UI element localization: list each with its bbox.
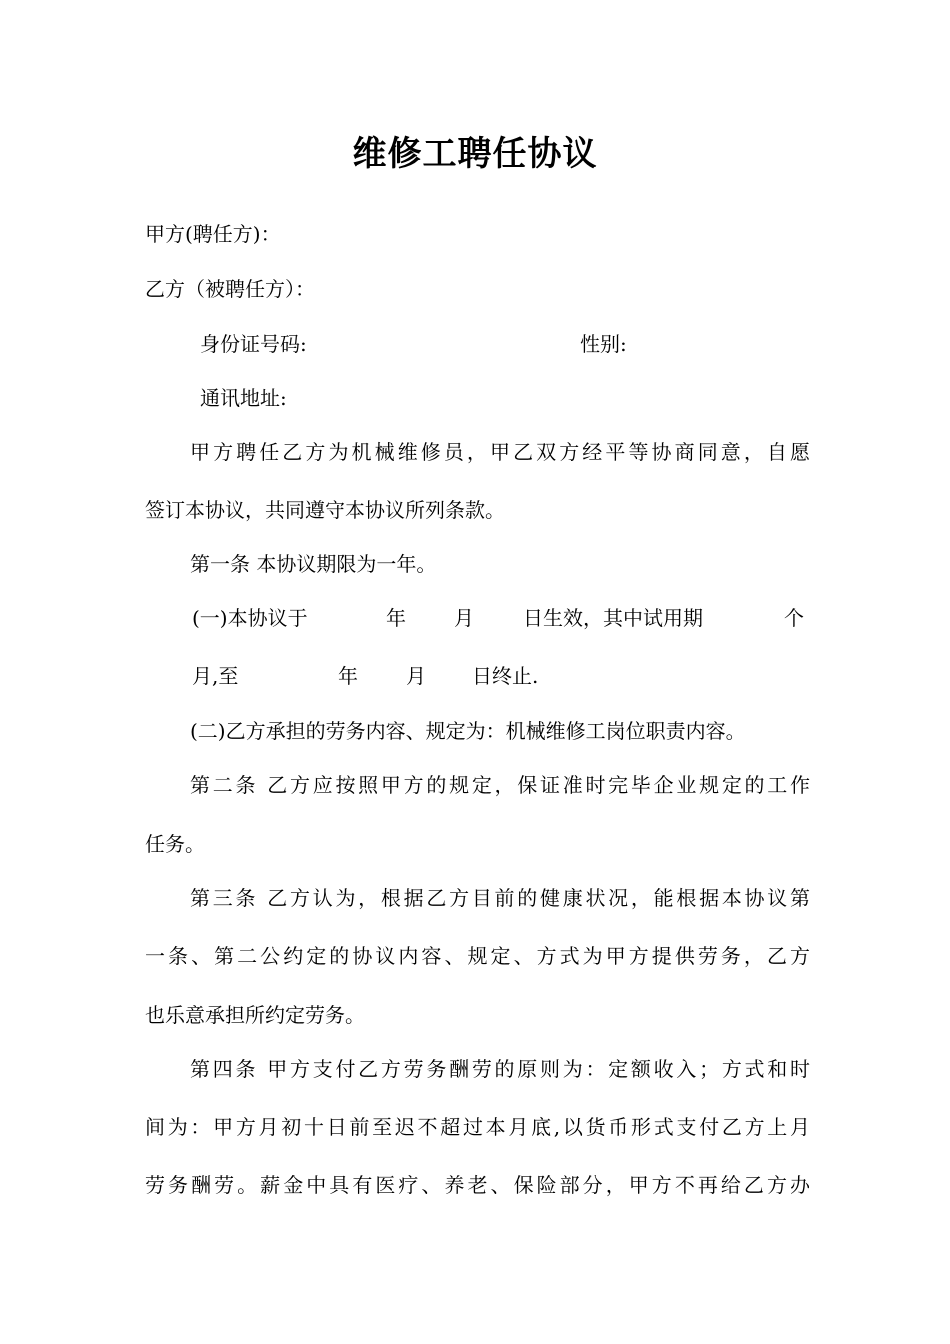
- party-b-label: 乙方（被聘任方）：: [145, 277, 315, 301]
- article4-line-3: 劳务酬劳。薪金中具有医疗、养老、保险部分，甲方不再给乙方办: [145, 1173, 810, 1197]
- article1-item1-start: (一)本协议于: [192, 606, 308, 630]
- article1-item1-unit: 个: [784, 606, 804, 630]
- address-label: 通讯地址:: [200, 386, 287, 410]
- intro-line-1: 甲方聘任乙方为机械维修员，甲乙双方经平等协商同意，自愿: [190, 440, 810, 464]
- article1-item1-year: 年: [386, 606, 406, 630]
- article4-line-1: 第四条 甲方支付乙方劳务酬劳的原则为：定额收入；方式和时: [190, 1057, 810, 1081]
- article1-item1-cont-month: 月: [406, 664, 426, 688]
- article1-item1-cont-end: 日终止.: [472, 664, 539, 688]
- article1-heading: 第一条 本协议期限为一年。: [190, 552, 437, 576]
- article1-item1-month: 月: [454, 606, 474, 630]
- intro-line-2: 签订本协议，共同遵守本协议所列条款。: [145, 498, 505, 522]
- article2-line-2: 任务。: [145, 832, 205, 856]
- article3-line-3: 也乐意承担所约定劳务。: [145, 1003, 365, 1027]
- document-title: 维修工聘任协议: [352, 134, 598, 174]
- article1-item1-effective: 日生效，其中试用期: [523, 606, 703, 630]
- article3-line-1: 第三条 乙方认为，根据乙方目前的健康状况，能根据本协议第: [190, 886, 810, 910]
- article1-item1-cont-start: 月,至: [192, 664, 239, 688]
- article2-line-1: 第二条 乙方应按照甲方的规定，保证准时完毕企业规定的工作: [190, 773, 810, 797]
- article1-item1-cont-year: 年: [338, 664, 358, 688]
- gender-label: 性别:: [580, 332, 627, 356]
- article3-line-2: 一条、第二公约定的协议内容、规定、方式为甲方提供劳务，乙方: [145, 944, 810, 968]
- article1-item2: (二)乙方承担的劳务内容、规定为：机械维修工岗位职责内容。: [190, 719, 746, 743]
- party-a-label: 甲方(聘任方)：: [145, 222, 281, 246]
- article4-line-2: 间为：甲方月初十日前至迟不超过本月底,以货币形式支付乙方上月: [145, 1115, 810, 1139]
- id-number-label: 身份证号码:: [200, 332, 307, 356]
